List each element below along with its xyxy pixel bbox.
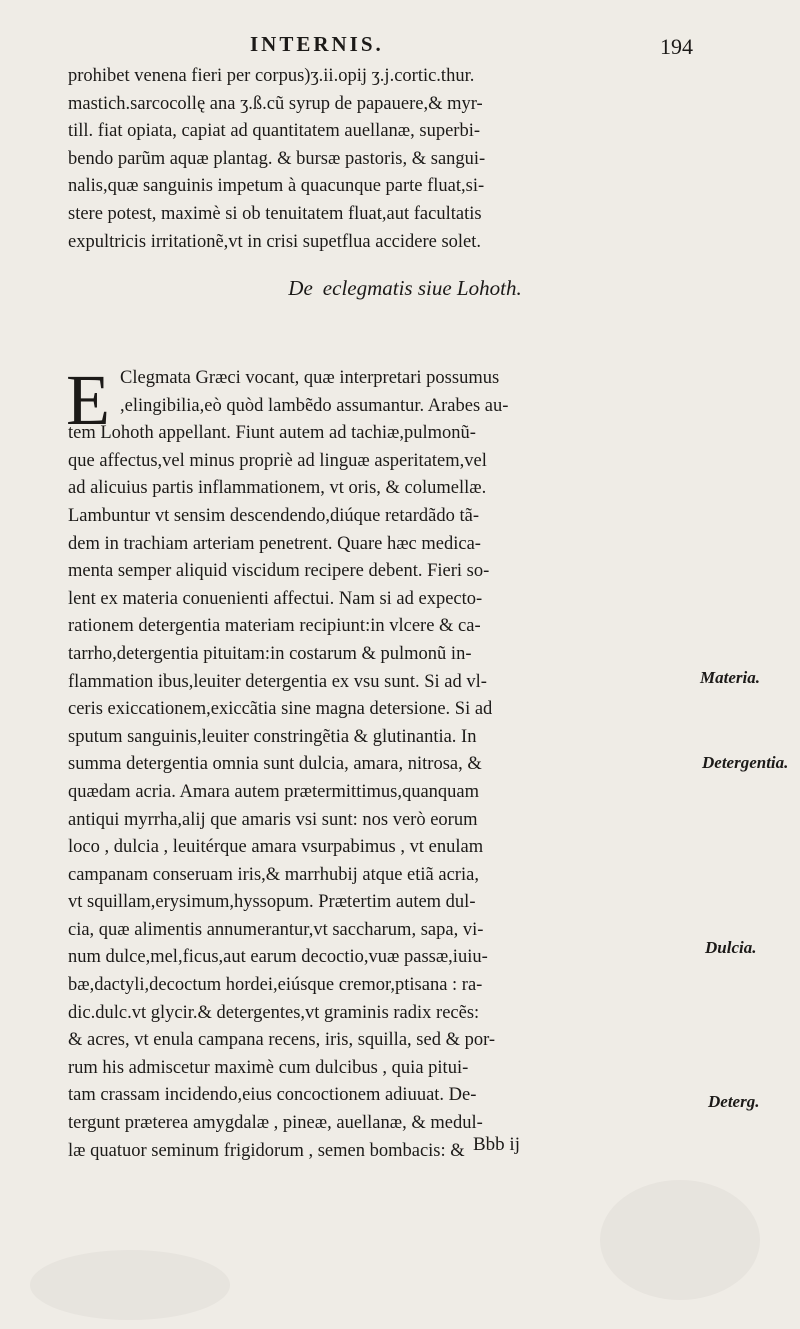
text-line: bæ,dactyli,decoctum hordei,eiúsque cremor,ptisana : ra- [68,975,483,996]
text-line: dic.dulc.vt glycir.& detergentes,vt graminis radix recẽs: [68,1002,480,1023]
text-line: vt squillam,erysimum,hyssopum. Prætertim autem dul- [68,892,476,913]
drop-cap: E [66,360,110,440]
text-line: Lambuntur vt sensim descendendo,diúque retardãdo tã- [68,505,479,526]
text-line: loco , dulcia , leuitérque amara vsurpabimus , vt enulam [68,837,484,858]
text-line: num dulce,mel,ficus,aut earum decoctio,vuæ passæ,iuiu- [68,947,488,968]
signature-mark: Bbb ij [473,1134,520,1155]
text-line: bendo parũm aquæ plantag. & bursæ pastoris, & sangui- [68,148,486,169]
text-line: læ quatuor seminum frigidorum , semen bombacis: & [68,1140,465,1161]
paragraph-1 [68,63,718,256]
text-line: flammation ibus,leuiter detergentia ex vsu sunt. Si ad vl- [68,671,487,692]
text-line: menta semper aliquid viscidum recipere debent. Fieri so- [68,561,490,582]
text-line: tem Lohoth appellant. Fiunt autem ad tachiæ,pulmonũ- [68,423,476,444]
text-line: stere potest, maximè si ob tenuitatem fluat,aut facultatis [68,203,482,224]
text-line: rationem detergentia materiam recipiunt:in vlcere & ca- [68,616,481,637]
text-line: expultricis irritationẽ,vt in crisi supetflua accidere solet. [68,231,482,252]
text-line: ceris exiccationem,exiccãtia sine magna detersione. Si ad [68,699,493,720]
text-line: rum his admiscetur maximè cum dulcibus , quia pitui- [68,1057,469,1078]
page-header [0,30,800,66]
text-line: tam crassam incidendo,eius concoctionem adiuuat. De- [68,1085,477,1106]
margin-note-dulcia: Dulcia. [705,938,757,957]
paper-stain [600,1180,760,1300]
text-line: ,elingibilia,eò quòd lambẽdo assumantur. Arabes au- [120,395,509,416]
section-heading [0,276,800,301]
text-line: nalis,quæ sanguinis impetum à quacunque parte fluat,si- [68,176,485,197]
text-line: till. fiat opiata, capiat ad quantitatem auellanæ, superbi- [68,121,480,142]
margin-note-materia: Materia. [700,668,760,687]
paper-stain [30,1250,230,1320]
text-line: sputum sanguinis,leuiter constringẽtia & glutinantia. In [68,726,477,747]
text-line: ad alicuius partis inflammationem, vt oris, & columellæ. [68,478,487,499]
heading-title: eclegmatis siue Lohoth. [322,276,522,300]
margin-note-detergentia: Detergentia. [702,753,789,772]
page-number: 194 [660,34,693,59]
text-line: summa detergentia omnia sunt dulcia, amara, nitrosa, & [68,754,482,775]
text-line: dem in trachiam arteriam penetrent. Quare hæc medica- [68,533,481,554]
text-line: mastich.sarcocollę ana ʒ.ß.cũ syrup de papauere,& myr- [68,93,483,114]
text-line: prohibet venena fieri per corpus)ʒ.ii.opij ʒ.j.cortic.thur. [68,66,475,86]
text-line: cia, quæ alimentis annumerantur,vt saccharum, sapa, vi- [68,919,484,940]
margin-note-deterg: Deterg. [708,1092,760,1111]
text-line: tarrho,detergentia pituitam:in costarum & pulmonũ in- [68,643,472,664]
text-line: antiqui myrrha,alij que amaris vsi sunt: nos verò eorum [68,809,478,830]
paragraph-2 [66,360,718,1165]
heading-de: De [288,276,313,300]
running-head: INTERNIS. [250,32,384,56]
text-line: tergunt præterea amygdalæ , pineæ, auellanæ, & medul- [68,1113,483,1134]
text-line: lent ex materia conuenienti affectui. Nam si ad expecto- [68,588,483,609]
text-line: Clegmata Græci vocant, quæ interpretari possumus [120,368,500,388]
text-line: quædam acria. Amara autem prætermittimus,quanquam [68,781,480,802]
text-line: & acres, vt enula campana recens, iris, squilla, sed & por- [68,1030,496,1051]
text-line: que affectus,vel minus propriè ad linguæ asperitatem,vel [68,450,487,471]
text-line: campanam conseruam iris,& marrhubij atque etiã acria, [68,864,479,885]
